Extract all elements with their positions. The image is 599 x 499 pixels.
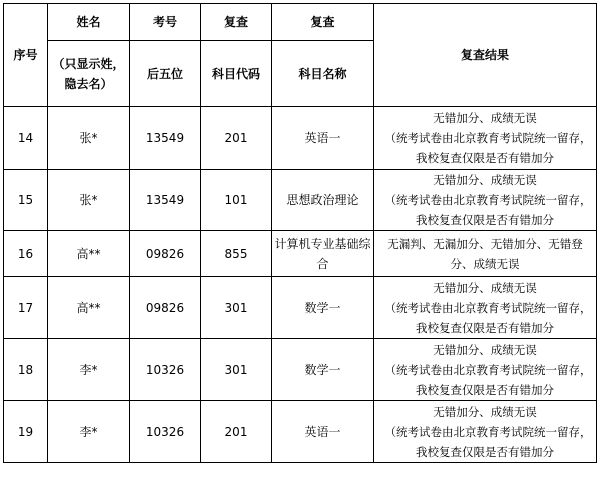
result-text: 无漏判、无漏加分、无错加分、无错登分、成绩无误: [387, 236, 583, 271]
cell-seq: 14: [4, 107, 48, 170]
header-name: 姓名: [48, 4, 130, 41]
cell-result: [374, 339, 597, 401]
cell-result: [374, 277, 597, 339]
header-exam-last-five: 后五位: [130, 41, 201, 107]
result-note: （统考试卷由北京教育考试院统一留存，我校复查仅限是否有错加分: [384, 131, 592, 165]
header-subject-code: 科目代码: [201, 41, 272, 107]
cell-result: [374, 107, 597, 170]
header-exam-number: 考号: [130, 4, 201, 41]
cell-subject-name: 数学一: [272, 277, 374, 339]
header-seq: 序号: [4, 4, 48, 107]
cell-name: 张*: [48, 107, 130, 170]
cell-name: 张*: [48, 170, 130, 231]
cell-subject-code: 101: [201, 170, 272, 231]
result-note: （统考试卷由北京教育考试院统一留存，我校复查仅限是否有错加分: [384, 424, 592, 459]
cell-seq: 18: [4, 339, 48, 401]
cell-subject-code: 201: [201, 401, 272, 463]
cell-subject-name: 数学一: [272, 339, 374, 401]
result-note: （统考试卷由北京教育考试院统一留存，我校复查仅限是否有错加分: [384, 362, 592, 397]
header-review-result: 复查结果: [374, 4, 597, 107]
cell-name: 李*: [48, 401, 130, 463]
result-text: 无错加分、成绩无误: [433, 342, 537, 357]
cell-subject-code: 201: [201, 107, 272, 170]
cell-subject-name: 英语一: [272, 107, 374, 170]
cell-exam-number: 09826: [130, 231, 201, 277]
result-note: （统考试卷由北京教育考试院统一留存，我校复查仅限是否有错加分: [384, 193, 592, 227]
cell-exam-number: 13549: [130, 170, 201, 231]
cell-result: [374, 231, 597, 277]
cell-result: [374, 401, 597, 463]
cell-subject-name: 思想政治理论: [272, 170, 374, 231]
cell-seq: 15: [4, 170, 48, 231]
cell-subject-code: 301: [201, 339, 272, 401]
cell-subject-name: 计算机专业基础综合: [272, 231, 374, 277]
cell-name: 李*: [48, 339, 130, 401]
table-row: [4, 339, 597, 401]
header-name-note: （只显示姓，隐去名）: [48, 41, 130, 107]
header-review-code: 复查: [201, 4, 272, 41]
table-row: [4, 107, 597, 170]
review-results-table: [3, 3, 597, 463]
cell-name: 高**: [48, 277, 130, 339]
result-text: 无错加分、成绩无误: [433, 173, 537, 187]
cell-result: [374, 170, 597, 231]
cell-seq: 16: [4, 231, 48, 277]
cell-exam-number: 09826: [130, 277, 201, 339]
header-row-1: [4, 4, 597, 41]
table-row: [4, 401, 597, 463]
cell-exam-number: 13549: [130, 107, 201, 170]
table-row: [4, 277, 597, 339]
result-text: 无错加分、成绩无误: [433, 111, 537, 125]
header-subject-name: 科目名称: [272, 41, 374, 107]
cell-subject-code: 301: [201, 277, 272, 339]
cell-subject-code: 855: [201, 231, 272, 277]
cell-seq: 17: [4, 277, 48, 339]
cell-exam-number: 10326: [130, 339, 201, 401]
header-review-subject: 复查: [272, 4, 374, 41]
table-row: [4, 170, 597, 231]
cell-name: 高**: [48, 231, 130, 277]
table-row: [4, 231, 597, 277]
result-note: （统考试卷由北京教育考试院统一留存，我校复查仅限是否有错加分: [384, 300, 592, 335]
cell-subject-name: 英语一: [272, 401, 374, 463]
cell-exam-number: 10326: [130, 401, 201, 463]
cell-seq: 19: [4, 401, 48, 463]
result-text: 无错加分、成绩无误: [433, 404, 537, 419]
result-text: 无错加分、成绩无误: [433, 280, 537, 295]
